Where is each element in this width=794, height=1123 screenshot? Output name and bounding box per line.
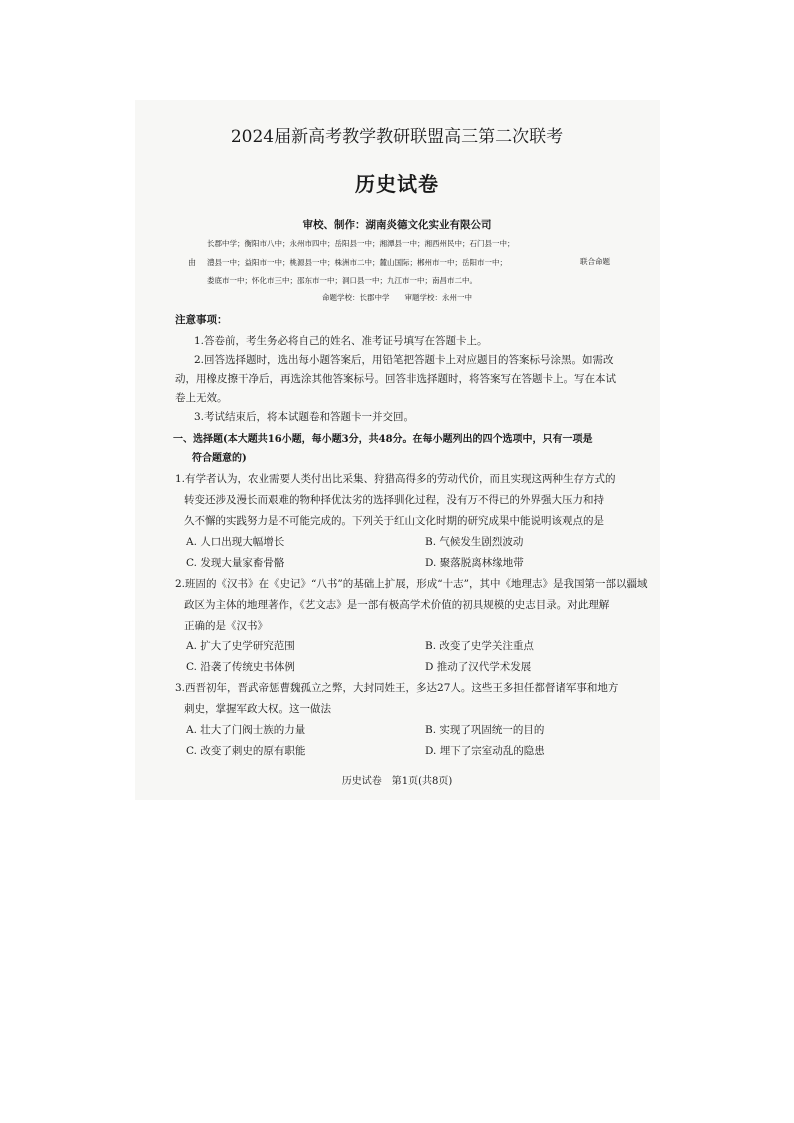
you-label: 由 [188, 258, 196, 267]
question-3-line-2: 刺史，掌握军政大权。这一做法 [184, 703, 331, 715]
schools-line-3: 娄底市一中；怀化市三中；邵东市一中；洞口县一中；九江市一中；南昌市二中。 [207, 276, 477, 285]
schools-line-1: 长郡中学；衡阳市八中；永州市四中；岳阳县一中；湘潭县一中；湘西州民中；石门县一中； [207, 239, 515, 248]
question-1-line-3: 久不懈的实践努力是不可能完成的。下列关于红山文化时期的研究成果中能说明该观点的是 [184, 515, 604, 527]
question-1-line-2: 转变还涉及漫长而艰难的物种择优汰劣的选择驯化过程，没有万不得已的外界强大压力和持 [184, 494, 604, 506]
notice-item-3: 3.考试结束后，将本试题卷和答题卡一并交回。 [194, 411, 415, 423]
question-1-option-a: A. 人口出现大幅增长 [186, 536, 285, 548]
question-3-option-c: C. 改变了刺史的原有职能 [186, 745, 306, 757]
question-2-option-d: D 推动了汉代学术发展 [425, 661, 532, 673]
question-3-option-a: A. 壮大了门阀士族的力量 [186, 724, 306, 736]
question-3-option-b: B. 实现了巩固统一的目的 [425, 724, 545, 736]
notice-item-2-line-3: 卷上无效。 [175, 392, 228, 404]
question-1-option-d: D. 聚落脱离林缘地带 [425, 557, 524, 569]
setter-schools: 命题学校：长郡中学 审题学校：永州一中 [322, 293, 472, 302]
question-1-option-c: C. 发现大量家畜骨骼 [186, 557, 285, 569]
question-1-line-1: 1.有学者认为，农业需要人类付出比采集、狩猎高得多的劳动代价，而且实现这两种生存方式的 [175, 473, 616, 485]
question-2-line-2: 政区为主体的地理著作，《艺文志》是一部有极高学术价值的初具规模的史志目录。对此理解 [184, 599, 610, 611]
question-2-option-c: C. 沿袭了传统史书体例 [186, 661, 295, 673]
page-footer: 历史试卷 第1页(共8页) [341, 776, 453, 787]
section-heading: 一、选择题(本大题共16小题，每小题3分，共48分。在每小题列出的四个选项中，只有一项是 [173, 434, 593, 445]
notice-heading: 注意事项： [175, 314, 228, 326]
question-2-line-3: 正确的是《汉书》 [184, 620, 268, 632]
schools-line-2: 澧县一中；益阳市一中；桃源县一中；株洲市二中；麓山国际；郴州市一中；岳阳市一中； [207, 258, 507, 267]
joint-setting-label: 联合命题 [580, 257, 610, 266]
question-3-line-1: 3.西晋初年，晋武帝惩曹魏孤立之弊，大封同姓王，多达27人。这些王多担任都督诸军事和地方 [175, 682, 619, 694]
question-2-option-b: B. 改变了史学关注重点 [425, 640, 534, 652]
section-heading-cont: 符合题意的) [192, 453, 247, 464]
question-1-option-b: B. 气候发生剧烈波动 [425, 536, 524, 548]
notice-item-1: 1.答卷前，考生务必将自己的姓名、准考证号填写在答题卡上。 [194, 335, 488, 347]
notice-item-2-line-2: 动，用橡皮擦干净后，再选涂其他答案标号。回答非选择题时，将答案写在答题卡上。写在本试 [175, 373, 616, 385]
reviewer-line: 审校、制作：湖南炎德文化实业有限公司 [302, 219, 492, 231]
question-2-option-a: A. 扩大了史学研究范围 [186, 640, 295, 652]
notice-item-2-line-1: 2.回答选择题时，选出每小题答案后，用铅笔把答题卡上对应题目的答案标号涂黑。如需改 [194, 354, 614, 366]
question-2-line-1: 2.班固的《汉书》在《史记》“八书”的基础上扩展，形成“十志”，其中《地理志》是我国第一部以疆域 [175, 578, 648, 590]
subject-title: 历史试卷 [355, 172, 439, 196]
exam-title: 2024届新高考教学教研联盟高三第二次联考 [230, 127, 564, 147]
question-3-option-d: D. 埋下了宗室动乱的隐患 [425, 745, 545, 757]
